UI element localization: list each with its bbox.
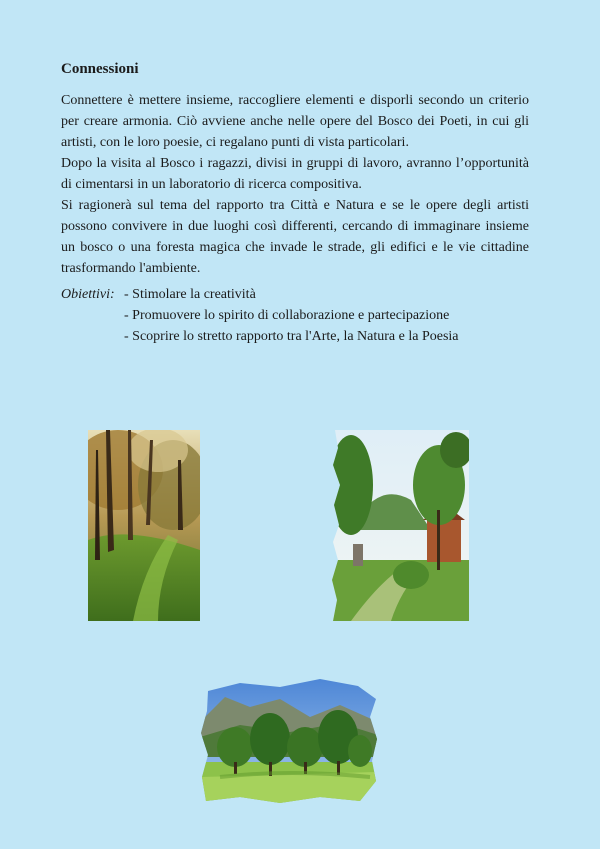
objective-item-1: - Stimolare la creatività [124,287,256,302]
paragraph-3: Si ragionerà sul tema del rapporto tra Città e Natura e se le opere degli artisti possono convivere in due luoghi così differenti, cercando di immaginare insieme un bosco o una foresta magica che invade le strade, gli edifici e le vie cittadine trasformando l'ambiente. [61,198,529,276]
paragraph-2: Dopo la visita al Bosco i ragazzi, divisi in gruppi di lavoro, avranno l’opportunità di cimentarsi in un laboratorio di ricerca compositiva. [61,156,529,192]
objective-item-2: - Promuovere lo spirito di collaborazione e partecipazione [124,308,450,323]
section-heading: Connessioni [61,61,139,77]
objective-item-3: - Scoprire lo stretto rapporto tra l'Arte, la Natura e la Poesia [124,329,459,344]
meadow-mountains-photo [200,677,378,805]
objectives-label: Obiettivi: [61,287,115,302]
paragraph-1: Connettere è mettere insieme, raccogliere elementi e disporli secondo un criterio per creare armonia. Ciò avviene anche nelle opere del Bosco dei Poeti, in cui gli artisti, con le loro poesie, ci regalano punti di vista particolari. [61,93,529,150]
body-text [61,90,529,279]
forest-path-photo [88,430,200,621]
garden-cabin-photo [331,430,469,621]
